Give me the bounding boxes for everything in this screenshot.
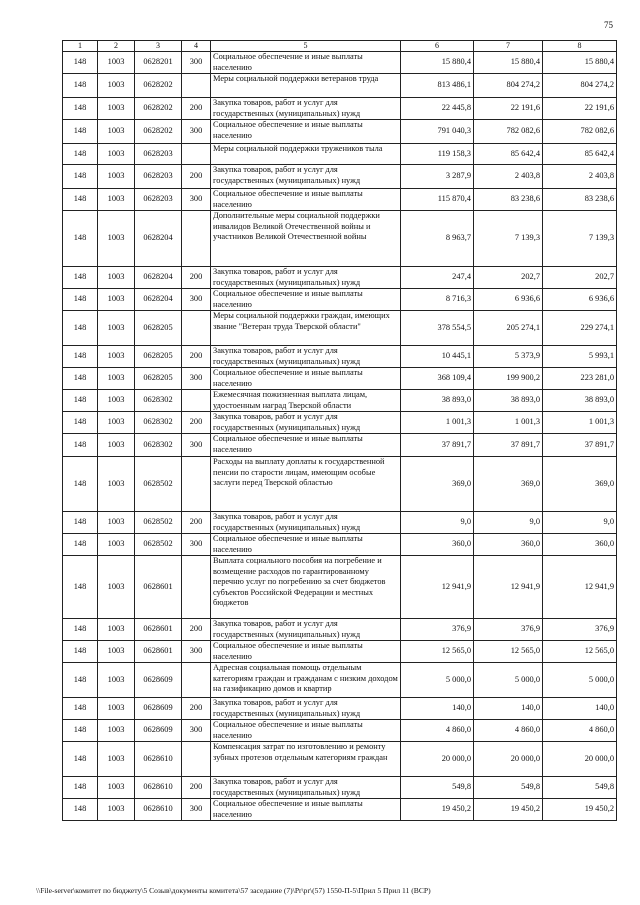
admin-code-cell: 148 bbox=[63, 346, 98, 368]
amount-col8-cell: 223 281,0 bbox=[543, 368, 617, 390]
amount-col8-cell: 5 000,0 bbox=[543, 663, 617, 698]
table-row bbox=[63, 120, 617, 144]
column-number: 3 bbox=[135, 41, 182, 52]
amount-col8-cell: 20 000,0 bbox=[543, 742, 617, 777]
admin-code-cell: 148 bbox=[63, 189, 98, 211]
column-number: 4 bbox=[182, 41, 211, 52]
table-row bbox=[63, 189, 617, 211]
admin-code-cell: 148 bbox=[63, 165, 98, 189]
expense-type-cell: 200 bbox=[182, 619, 211, 641]
amount-col8-cell: 360,0 bbox=[543, 534, 617, 556]
table-row bbox=[63, 412, 617, 434]
amount-col7-cell: 12 941,9 bbox=[474, 556, 543, 619]
target-code-cell: 0628609 bbox=[135, 663, 182, 698]
expense-type-cell: 300 bbox=[182, 189, 211, 211]
target-code-cell: 0628302 bbox=[135, 434, 182, 457]
amount-col8-cell: 4 860,0 bbox=[543, 720, 617, 742]
amount-col6-cell: 368 109,4 bbox=[401, 368, 474, 390]
column-number-row bbox=[63, 41, 617, 52]
amount-col6-cell: 549,8 bbox=[401, 777, 474, 799]
amount-col6-cell: 140,0 bbox=[401, 698, 474, 720]
table-row bbox=[63, 390, 617, 412]
amount-col7-cell: 20 000,0 bbox=[474, 742, 543, 777]
column-number: 2 bbox=[98, 41, 135, 52]
amount-col7-cell: 37 891,7 bbox=[474, 434, 543, 457]
amount-col6-cell: 8 716,3 bbox=[401, 289, 474, 311]
target-code-cell: 0628205 bbox=[135, 346, 182, 368]
section-code-cell: 1003 bbox=[98, 512, 135, 534]
column-number: 5 bbox=[211, 41, 401, 52]
amount-col6-cell: 5 000,0 bbox=[401, 663, 474, 698]
description-cell: Компенсация затрат по изготовлению и ремонту зубных протезов отдельным категориям граждан bbox=[211, 742, 401, 777]
expense-type-cell bbox=[182, 663, 211, 698]
amount-col8-cell: 140,0 bbox=[543, 698, 617, 720]
admin-code-cell: 148 bbox=[63, 144, 98, 165]
admin-code-cell: 148 bbox=[63, 211, 98, 267]
description-cell: Социальное обеспечение и иные выплаты населению bbox=[211, 434, 401, 457]
amount-col7-cell: 804 274,2 bbox=[474, 74, 543, 98]
amount-col6-cell: 813 486,1 bbox=[401, 74, 474, 98]
target-code-cell: 0628203 bbox=[135, 189, 182, 211]
amount-col8-cell: 12 565,0 bbox=[543, 641, 617, 663]
admin-code-cell: 148 bbox=[63, 74, 98, 98]
amount-col7-cell: 1 001,3 bbox=[474, 412, 543, 434]
target-code-cell: 0628302 bbox=[135, 390, 182, 412]
amount-col7-cell: 85 642,4 bbox=[474, 144, 543, 165]
expense-type-cell: 300 bbox=[182, 534, 211, 556]
amount-col8-cell: 19 450,2 bbox=[543, 799, 617, 821]
amount-col7-cell: 199 900,2 bbox=[474, 368, 543, 390]
target-code-cell: 0628502 bbox=[135, 512, 182, 534]
table-row bbox=[63, 289, 617, 311]
section-code-cell: 1003 bbox=[98, 368, 135, 390]
description-cell: Выплата социального пособия на погребение и возмещение расходов по гарантированному перечню услуг по погребению за счет бюджетов субъектов Российской Федерации и местных бюджетов bbox=[211, 556, 401, 619]
description-cell: Дополнительные меры социальной поддержки инвалидов Великой Отечественной войны и участников Великой Отечественной войны bbox=[211, 211, 401, 267]
amount-col7-cell: 5 000,0 bbox=[474, 663, 543, 698]
table-row bbox=[63, 457, 617, 512]
expense-type-cell: 200 bbox=[182, 412, 211, 434]
amount-col7-cell: 38 893,0 bbox=[474, 390, 543, 412]
amount-col7-cell: 2 403,8 bbox=[474, 165, 543, 189]
description-cell: Меры социальной поддержки граждан, имеющих звание "Ветеран труда Тверской области" bbox=[211, 311, 401, 346]
section-code-cell: 1003 bbox=[98, 74, 135, 98]
section-code-cell: 1003 bbox=[98, 799, 135, 821]
section-code-cell: 1003 bbox=[98, 777, 135, 799]
admin-code-cell: 148 bbox=[63, 434, 98, 457]
target-code-cell: 0628302 bbox=[135, 412, 182, 434]
amount-col6-cell: 369,0 bbox=[401, 457, 474, 512]
amount-col6-cell: 119 158,3 bbox=[401, 144, 474, 165]
admin-code-cell: 148 bbox=[63, 267, 98, 289]
expense-type-cell bbox=[182, 390, 211, 412]
amount-col6-cell: 3 287,9 bbox=[401, 165, 474, 189]
expense-type-cell: 300 bbox=[182, 289, 211, 311]
amount-col8-cell: 5 993,1 bbox=[543, 346, 617, 368]
expense-type-cell bbox=[182, 144, 211, 165]
amount-col7-cell: 9,0 bbox=[474, 512, 543, 534]
table-row bbox=[63, 74, 617, 98]
amount-col8-cell: 376,9 bbox=[543, 619, 617, 641]
amount-col6-cell: 20 000,0 bbox=[401, 742, 474, 777]
amount-col8-cell: 6 936,6 bbox=[543, 289, 617, 311]
admin-code-cell: 148 bbox=[63, 289, 98, 311]
table-row bbox=[63, 211, 617, 267]
amount-col6-cell: 9,0 bbox=[401, 512, 474, 534]
admin-code-cell: 148 bbox=[63, 512, 98, 534]
admin-code-cell: 148 bbox=[63, 390, 98, 412]
amount-col6-cell: 12 565,0 bbox=[401, 641, 474, 663]
target-code-cell: 0628205 bbox=[135, 311, 182, 346]
expense-type-cell bbox=[182, 74, 211, 98]
column-number: 7 bbox=[474, 41, 543, 52]
section-code-cell: 1003 bbox=[98, 346, 135, 368]
table-row bbox=[63, 799, 617, 821]
amount-col7-cell: 782 082,6 bbox=[474, 120, 543, 144]
amount-col7-cell: 202,7 bbox=[474, 267, 543, 289]
admin-code-cell: 148 bbox=[63, 534, 98, 556]
amount-col7-cell: 140,0 bbox=[474, 698, 543, 720]
expense-type-cell bbox=[182, 556, 211, 619]
target-code-cell: 0628204 bbox=[135, 211, 182, 267]
target-code-cell: 0628201 bbox=[135, 52, 182, 74]
description-cell: Социальное обеспечение и иные выплаты населению bbox=[211, 641, 401, 663]
expense-type-cell bbox=[182, 742, 211, 777]
section-code-cell: 1003 bbox=[98, 457, 135, 512]
column-number: 8 bbox=[543, 41, 617, 52]
amount-col7-cell: 5 373,9 bbox=[474, 346, 543, 368]
amount-col8-cell: 15 880,4 bbox=[543, 52, 617, 74]
section-code-cell: 1003 bbox=[98, 434, 135, 457]
admin-code-cell: 148 bbox=[63, 368, 98, 390]
admin-code-cell: 148 bbox=[63, 98, 98, 120]
description-cell: Закупка товаров, работ и услуг для государственных (муниципальных) нужд bbox=[211, 346, 401, 368]
table-row bbox=[63, 52, 617, 74]
expense-type-cell: 200 bbox=[182, 698, 211, 720]
description-cell: Социальное обеспечение и иные выплаты населению bbox=[211, 534, 401, 556]
expense-type-cell: 300 bbox=[182, 434, 211, 457]
table-row bbox=[63, 434, 617, 457]
section-code-cell: 1003 bbox=[98, 663, 135, 698]
amount-col8-cell: 1 001,3 bbox=[543, 412, 617, 434]
target-code-cell: 0628601 bbox=[135, 619, 182, 641]
target-code-cell: 0628601 bbox=[135, 641, 182, 663]
table-row bbox=[63, 698, 617, 720]
section-code-cell: 1003 bbox=[98, 267, 135, 289]
description-cell: Закупка товаров, работ и услуг для государственных (муниципальных) нужд bbox=[211, 98, 401, 120]
amount-col7-cell: 12 565,0 bbox=[474, 641, 543, 663]
target-code-cell: 0628610 bbox=[135, 777, 182, 799]
table-row bbox=[63, 512, 617, 534]
amount-col8-cell: 37 891,7 bbox=[543, 434, 617, 457]
expense-type-cell: 200 bbox=[182, 777, 211, 799]
table-row bbox=[63, 777, 617, 799]
admin-code-cell: 148 bbox=[63, 457, 98, 512]
amount-col8-cell: 804 274,2 bbox=[543, 74, 617, 98]
table-row bbox=[63, 165, 617, 189]
admin-code-cell: 148 bbox=[63, 556, 98, 619]
description-cell: Социальное обеспечение и иные выплаты населению bbox=[211, 120, 401, 144]
target-code-cell: 0628204 bbox=[135, 267, 182, 289]
amount-col6-cell: 791 040,3 bbox=[401, 120, 474, 144]
target-code-cell: 0628609 bbox=[135, 698, 182, 720]
amount-col6-cell: 1 001,3 bbox=[401, 412, 474, 434]
target-code-cell: 0628610 bbox=[135, 799, 182, 821]
amount-col8-cell: 7 139,3 bbox=[543, 211, 617, 267]
amount-col7-cell: 549,8 bbox=[474, 777, 543, 799]
amount-col6-cell: 37 891,7 bbox=[401, 434, 474, 457]
amount-col7-cell: 7 139,3 bbox=[474, 211, 543, 267]
amount-col6-cell: 376,9 bbox=[401, 619, 474, 641]
description-cell: Закупка товаров, работ и услуг для государственных (муниципальных) нужд bbox=[211, 267, 401, 289]
admin-code-cell: 148 bbox=[63, 52, 98, 74]
amount-col8-cell: 83 238,6 bbox=[543, 189, 617, 211]
amount-col8-cell: 369,0 bbox=[543, 457, 617, 512]
target-code-cell: 0628202 bbox=[135, 74, 182, 98]
amount-col6-cell: 4 860,0 bbox=[401, 720, 474, 742]
section-code-cell: 1003 bbox=[98, 120, 135, 144]
description-cell: Закупка товаров, работ и услуг для государственных (муниципальных) нужд bbox=[211, 619, 401, 641]
section-code-cell: 1003 bbox=[98, 742, 135, 777]
description-cell: Социальное обеспечение и иные выплаты населению bbox=[211, 189, 401, 211]
section-code-cell: 1003 bbox=[98, 619, 135, 641]
column-number: 1 bbox=[63, 41, 98, 52]
target-code-cell: 0628203 bbox=[135, 165, 182, 189]
amount-col8-cell: 85 642,4 bbox=[543, 144, 617, 165]
section-code-cell: 1003 bbox=[98, 720, 135, 742]
admin-code-cell: 148 bbox=[63, 641, 98, 663]
footer-file-path: \\File-server\комитет по бюджету\5 Созыв\документы комитета\57 заседание (7)\Pr\pr\(57) 1550-П-5\Прил 5 Прил 11 (ВСР) bbox=[36, 886, 431, 895]
table-row bbox=[63, 742, 617, 777]
expense-type-cell: 300 bbox=[182, 641, 211, 663]
section-code-cell: 1003 bbox=[98, 98, 135, 120]
admin-code-cell: 148 bbox=[63, 663, 98, 698]
description-cell: Закупка товаров, работ и услуг для государственных (муниципальных) нужд bbox=[211, 777, 401, 799]
section-code-cell: 1003 bbox=[98, 311, 135, 346]
target-code-cell: 0628502 bbox=[135, 457, 182, 512]
description-cell: Меры социальной поддержки тружеников тыла bbox=[211, 144, 401, 165]
target-code-cell: 0628204 bbox=[135, 289, 182, 311]
description-cell: Социальное обеспечение и иные выплаты населению bbox=[211, 720, 401, 742]
section-code-cell: 1003 bbox=[98, 189, 135, 211]
amount-col6-cell: 115 870,4 bbox=[401, 189, 474, 211]
amount-col7-cell: 83 238,6 bbox=[474, 189, 543, 211]
section-code-cell: 1003 bbox=[98, 52, 135, 74]
amount-col7-cell: 22 191,6 bbox=[474, 98, 543, 120]
admin-code-cell: 148 bbox=[63, 311, 98, 346]
description-cell: Закупка товаров, работ и услуг для государственных (муниципальных) нужд bbox=[211, 165, 401, 189]
table-row bbox=[63, 311, 617, 346]
amount-col6-cell: 19 450,2 bbox=[401, 799, 474, 821]
table-row bbox=[63, 144, 617, 165]
amount-col6-cell: 360,0 bbox=[401, 534, 474, 556]
admin-code-cell: 148 bbox=[63, 120, 98, 144]
admin-code-cell: 148 bbox=[63, 698, 98, 720]
target-code-cell: 0628202 bbox=[135, 98, 182, 120]
expense-type-cell: 200 bbox=[182, 267, 211, 289]
description-cell: Социальное обеспечение и иные выплаты населению bbox=[211, 289, 401, 311]
expense-type-cell bbox=[182, 211, 211, 267]
amount-col6-cell: 22 445,8 bbox=[401, 98, 474, 120]
section-code-cell: 1003 bbox=[98, 289, 135, 311]
section-code-cell: 1003 bbox=[98, 144, 135, 165]
section-code-cell: 1003 bbox=[98, 534, 135, 556]
description-cell: Социальное обеспечение и иные выплаты населению bbox=[211, 368, 401, 390]
column-number: 6 bbox=[401, 41, 474, 52]
amount-col7-cell: 4 860,0 bbox=[474, 720, 543, 742]
admin-code-cell: 148 bbox=[63, 799, 98, 821]
budget-table bbox=[62, 40, 617, 821]
description-cell: Расходы на выплату доплаты к государственной пенсии по старости лицам, имеющим особые заслуги перед Тверской областью bbox=[211, 457, 401, 512]
table-row bbox=[63, 346, 617, 368]
expense-type-cell: 200 bbox=[182, 512, 211, 534]
table-row bbox=[63, 368, 617, 390]
expense-type-cell: 300 bbox=[182, 720, 211, 742]
amount-col8-cell: 229 274,1 bbox=[543, 311, 617, 346]
target-code-cell: 0628502 bbox=[135, 534, 182, 556]
admin-code-cell: 148 bbox=[63, 619, 98, 641]
section-code-cell: 1003 bbox=[98, 556, 135, 619]
amount-col8-cell: 22 191,6 bbox=[543, 98, 617, 120]
amount-col6-cell: 8 963,7 bbox=[401, 211, 474, 267]
target-code-cell: 0628610 bbox=[135, 742, 182, 777]
admin-code-cell: 148 bbox=[63, 720, 98, 742]
amount-col7-cell: 15 880,4 bbox=[474, 52, 543, 74]
expense-type-cell bbox=[182, 457, 211, 512]
expense-type-cell bbox=[182, 311, 211, 346]
amount-col7-cell: 19 450,2 bbox=[474, 799, 543, 821]
expense-type-cell: 200 bbox=[182, 346, 211, 368]
amount-col6-cell: 378 554,5 bbox=[401, 311, 474, 346]
admin-code-cell: 148 bbox=[63, 777, 98, 799]
expense-type-cell: 300 bbox=[182, 368, 211, 390]
amount-col8-cell: 38 893,0 bbox=[543, 390, 617, 412]
target-code-cell: 0628205 bbox=[135, 368, 182, 390]
amount-col6-cell: 12 941,9 bbox=[401, 556, 474, 619]
expense-type-cell: 300 bbox=[182, 120, 211, 144]
section-code-cell: 1003 bbox=[98, 698, 135, 720]
table-row bbox=[63, 267, 617, 289]
amount-col8-cell: 9,0 bbox=[543, 512, 617, 534]
page-number: 75 bbox=[604, 20, 613, 30]
target-code-cell: 0628609 bbox=[135, 720, 182, 742]
amount-col6-cell: 15 880,4 bbox=[401, 52, 474, 74]
target-code-cell: 0628601 bbox=[135, 556, 182, 619]
expense-type-cell: 200 bbox=[182, 165, 211, 189]
section-code-cell: 1003 bbox=[98, 641, 135, 663]
table-row bbox=[63, 619, 617, 641]
admin-code-cell: 148 bbox=[63, 742, 98, 777]
description-cell: Меры социальной поддержки ветеранов труда bbox=[211, 74, 401, 98]
target-code-cell: 0628202 bbox=[135, 120, 182, 144]
admin-code-cell: 148 bbox=[63, 412, 98, 434]
section-code-cell: 1003 bbox=[98, 211, 135, 267]
amount-col7-cell: 6 936,6 bbox=[474, 289, 543, 311]
amount-col6-cell: 38 893,0 bbox=[401, 390, 474, 412]
expense-type-cell: 300 bbox=[182, 799, 211, 821]
amount-col7-cell: 205 274,1 bbox=[474, 311, 543, 346]
amount-col6-cell: 247,4 bbox=[401, 267, 474, 289]
description-cell: Социальное обеспечение и иные выплаты населению bbox=[211, 799, 401, 821]
description-cell: Закупка товаров, работ и услуг для государственных (муниципальных) нужд bbox=[211, 698, 401, 720]
description-cell: Закупка товаров, работ и услуг для государственных (муниципальных) нужд bbox=[211, 412, 401, 434]
table-row bbox=[63, 720, 617, 742]
amount-col7-cell: 376,9 bbox=[474, 619, 543, 641]
table-row bbox=[63, 641, 617, 663]
amount-col8-cell: 549,8 bbox=[543, 777, 617, 799]
amount-col7-cell: 360,0 bbox=[474, 534, 543, 556]
amount-col7-cell: 369,0 bbox=[474, 457, 543, 512]
section-code-cell: 1003 bbox=[98, 412, 135, 434]
table-row bbox=[63, 663, 617, 698]
amount-col8-cell: 782 082,6 bbox=[543, 120, 617, 144]
amount-col6-cell: 10 445,1 bbox=[401, 346, 474, 368]
target-code-cell: 0628203 bbox=[135, 144, 182, 165]
expense-type-cell: 200 bbox=[182, 98, 211, 120]
amount-col8-cell: 2 403,8 bbox=[543, 165, 617, 189]
section-code-cell: 1003 bbox=[98, 390, 135, 412]
section-code-cell: 1003 bbox=[98, 165, 135, 189]
description-cell: Социальное обеспечение и иные выплаты населению bbox=[211, 52, 401, 74]
table-row bbox=[63, 556, 617, 619]
expense-type-cell: 300 bbox=[182, 52, 211, 74]
description-cell: Закупка товаров, работ и услуг для государственных (муниципальных) нужд bbox=[211, 512, 401, 534]
table-row bbox=[63, 534, 617, 556]
table-row bbox=[63, 98, 617, 120]
amount-col8-cell: 12 941,9 bbox=[543, 556, 617, 619]
description-cell: Ежемесячная пожизненная выплата лицам, удостоенным наград Тверской области bbox=[211, 390, 401, 412]
amount-col8-cell: 202,7 bbox=[543, 267, 617, 289]
description-cell: Адресная социальная помощь отдельным категориям граждан и гражданам с низким доходом на газификацию домов и квартир bbox=[211, 663, 401, 698]
